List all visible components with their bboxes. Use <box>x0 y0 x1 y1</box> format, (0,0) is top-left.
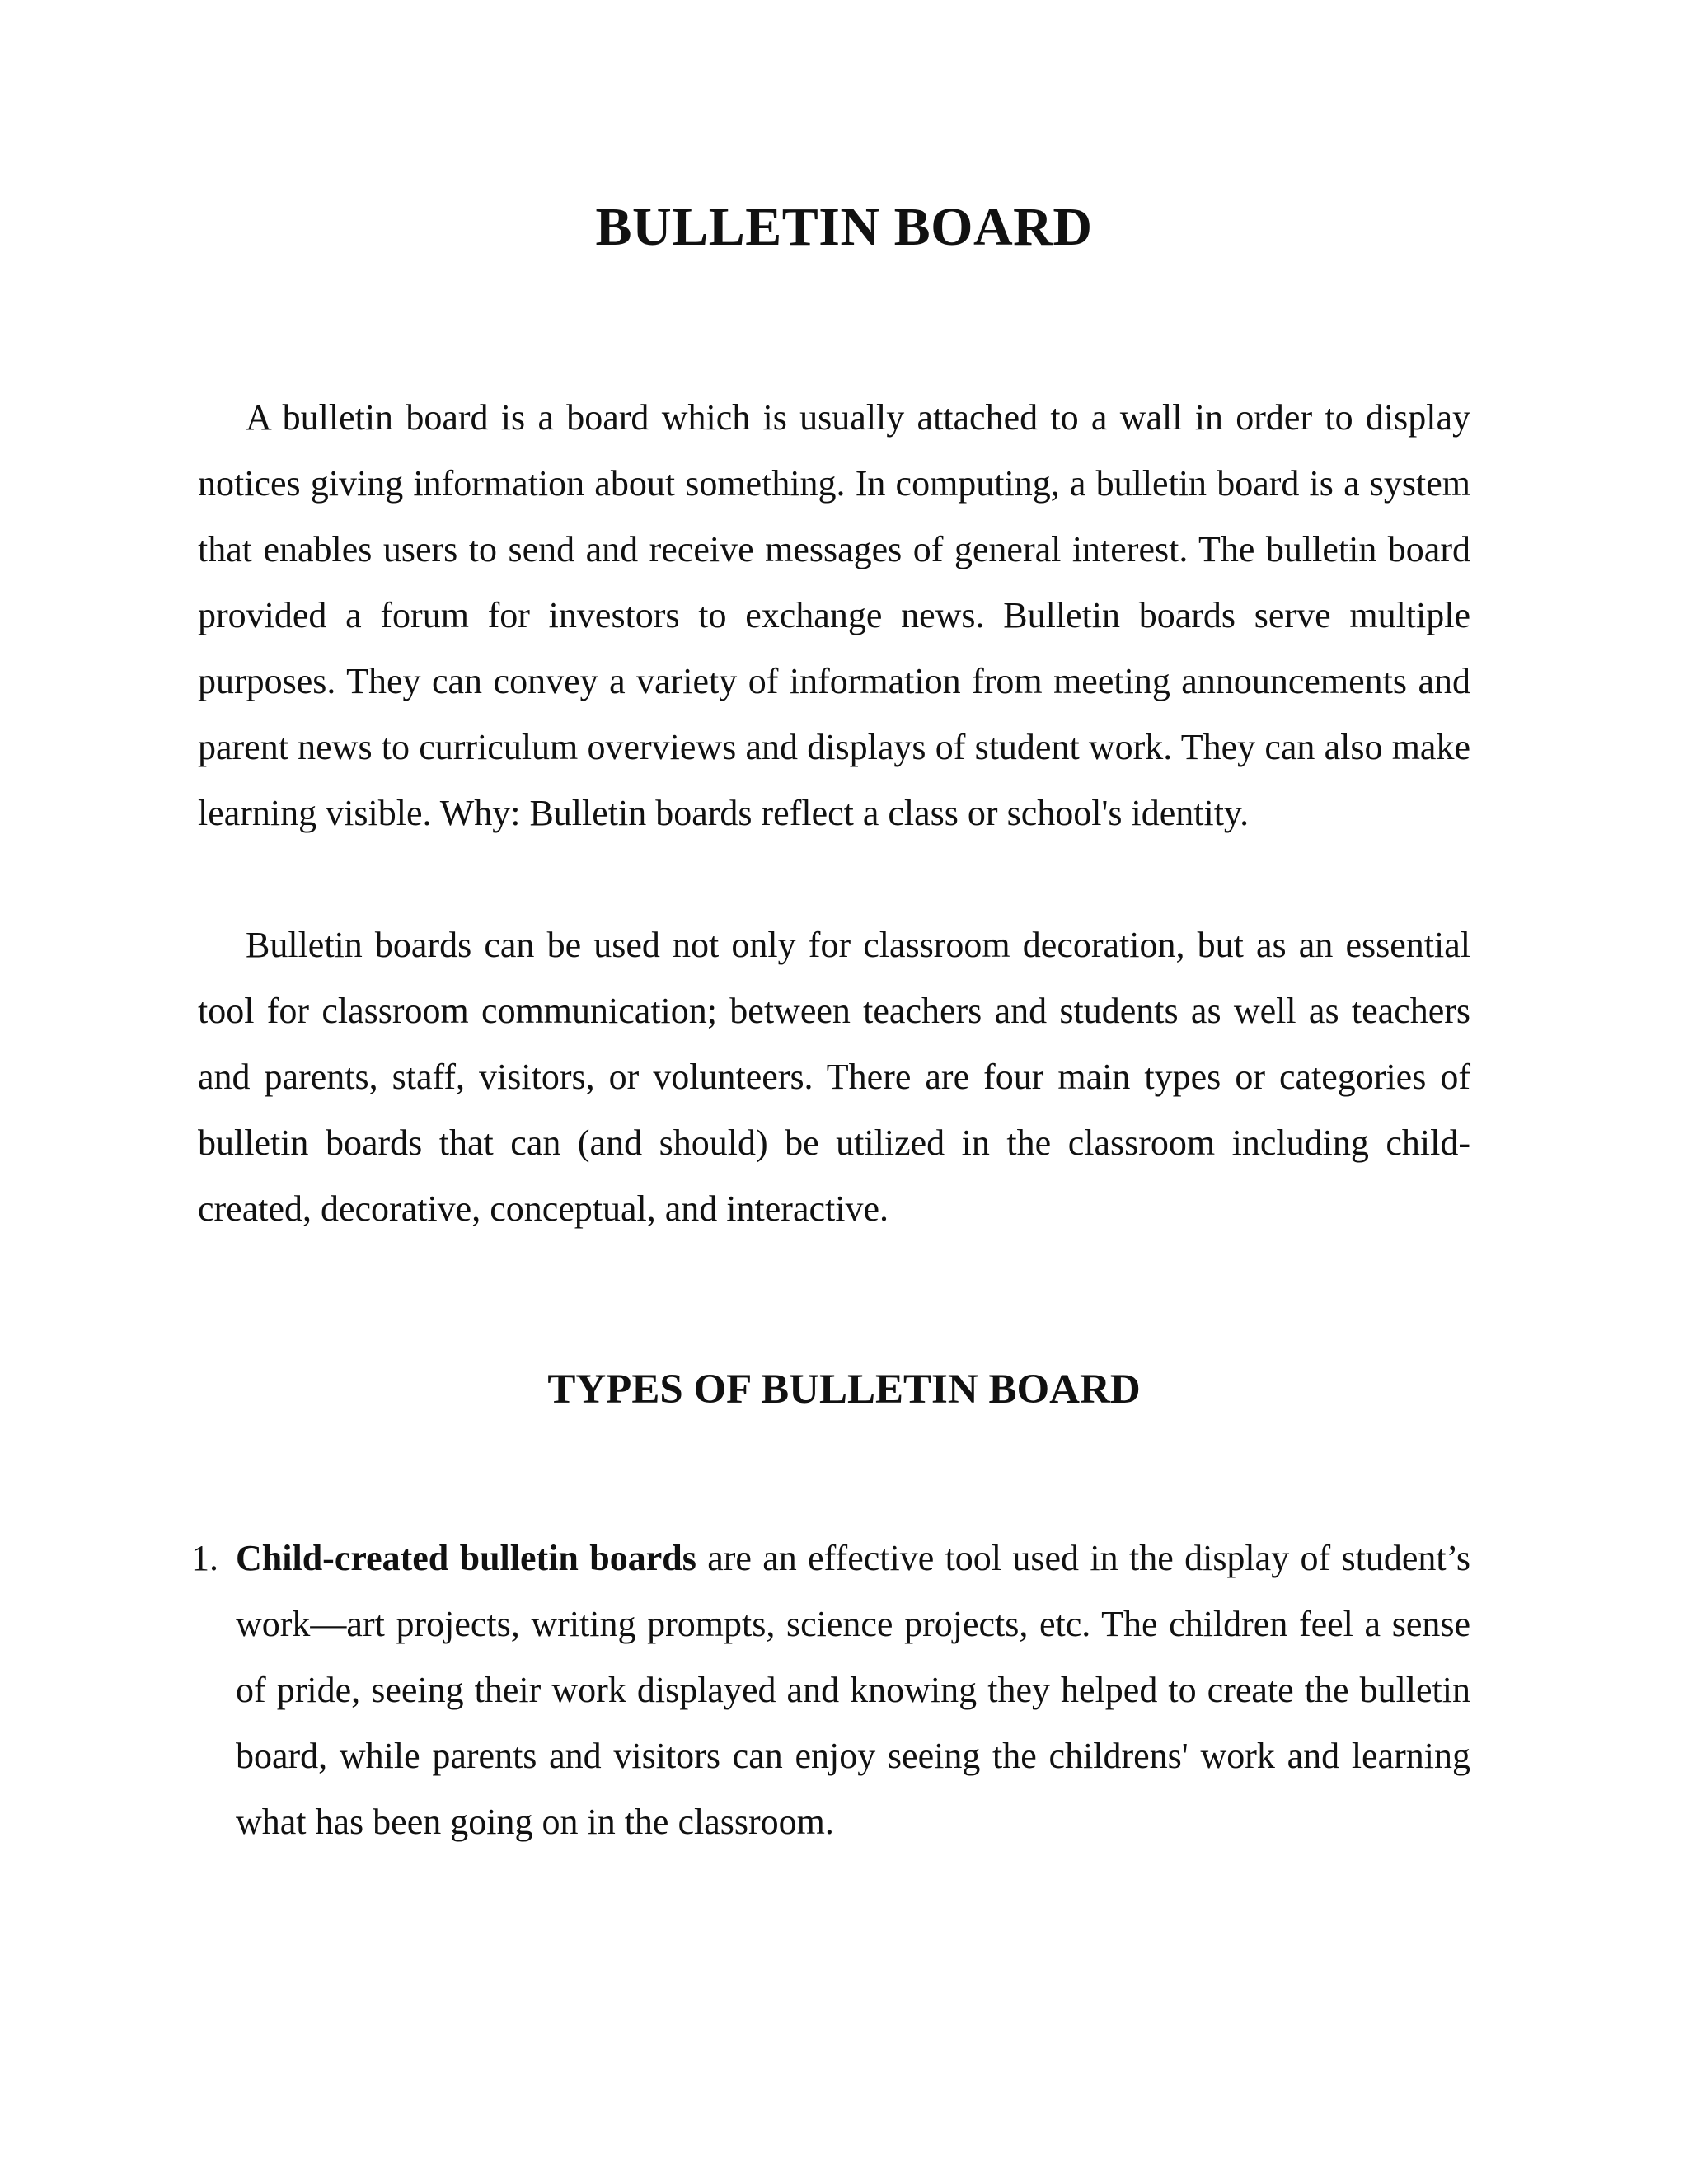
section-heading: TYPES OF BULLETIN BOARD <box>547 1366 1141 1413</box>
list-item-term: Child-created bulletin boards <box>236 1538 696 1578</box>
types-intro-paragraph: Bulletin boards can be used not only for classroom decoration, but as an essential tool for classroom communication; between teachers and students as well as teachers and parents, staff, visitors, or volunteers. There are four main types or categories of bulletin boards that can (and should) be utilized in the classroom including child-created, decorative, conceptual, and interactive. <box>198 925 1470 1229</box>
page-title: BULLETIN BOARD <box>595 197 1093 257</box>
list-item-body <box>236 1526 1470 1855</box>
list-item-number: 1. <box>191 1538 218 1578</box>
intro-paragraph: A bulletin board is a board which is usually attached to a wall in order to display notices giving information about something. In computing, a bulletin board is a system that enables users to send and receive messages of general interest. The bulletin board provided a forum for investors to exchange news. Bulletin boards serve multiple purposes. They can convey a variety of information from meeting announcements and parent news to curriculum overviews and displays of student work. They can also make learning visible. Why: Bulletin boards reflect a class or school's identity. <box>198 397 1470 833</box>
list-item-text: are an effective tool used in the display of student’s work—art projects, writing prompts, science projects, etc. The children feel a sense of pride, seeing their work displayed and knowing they helped to create the bulletin board, while parents and visitors can enjoy seeing the childrens' work and learning what has been going on in the classroom. <box>236 1538 1471 1842</box>
